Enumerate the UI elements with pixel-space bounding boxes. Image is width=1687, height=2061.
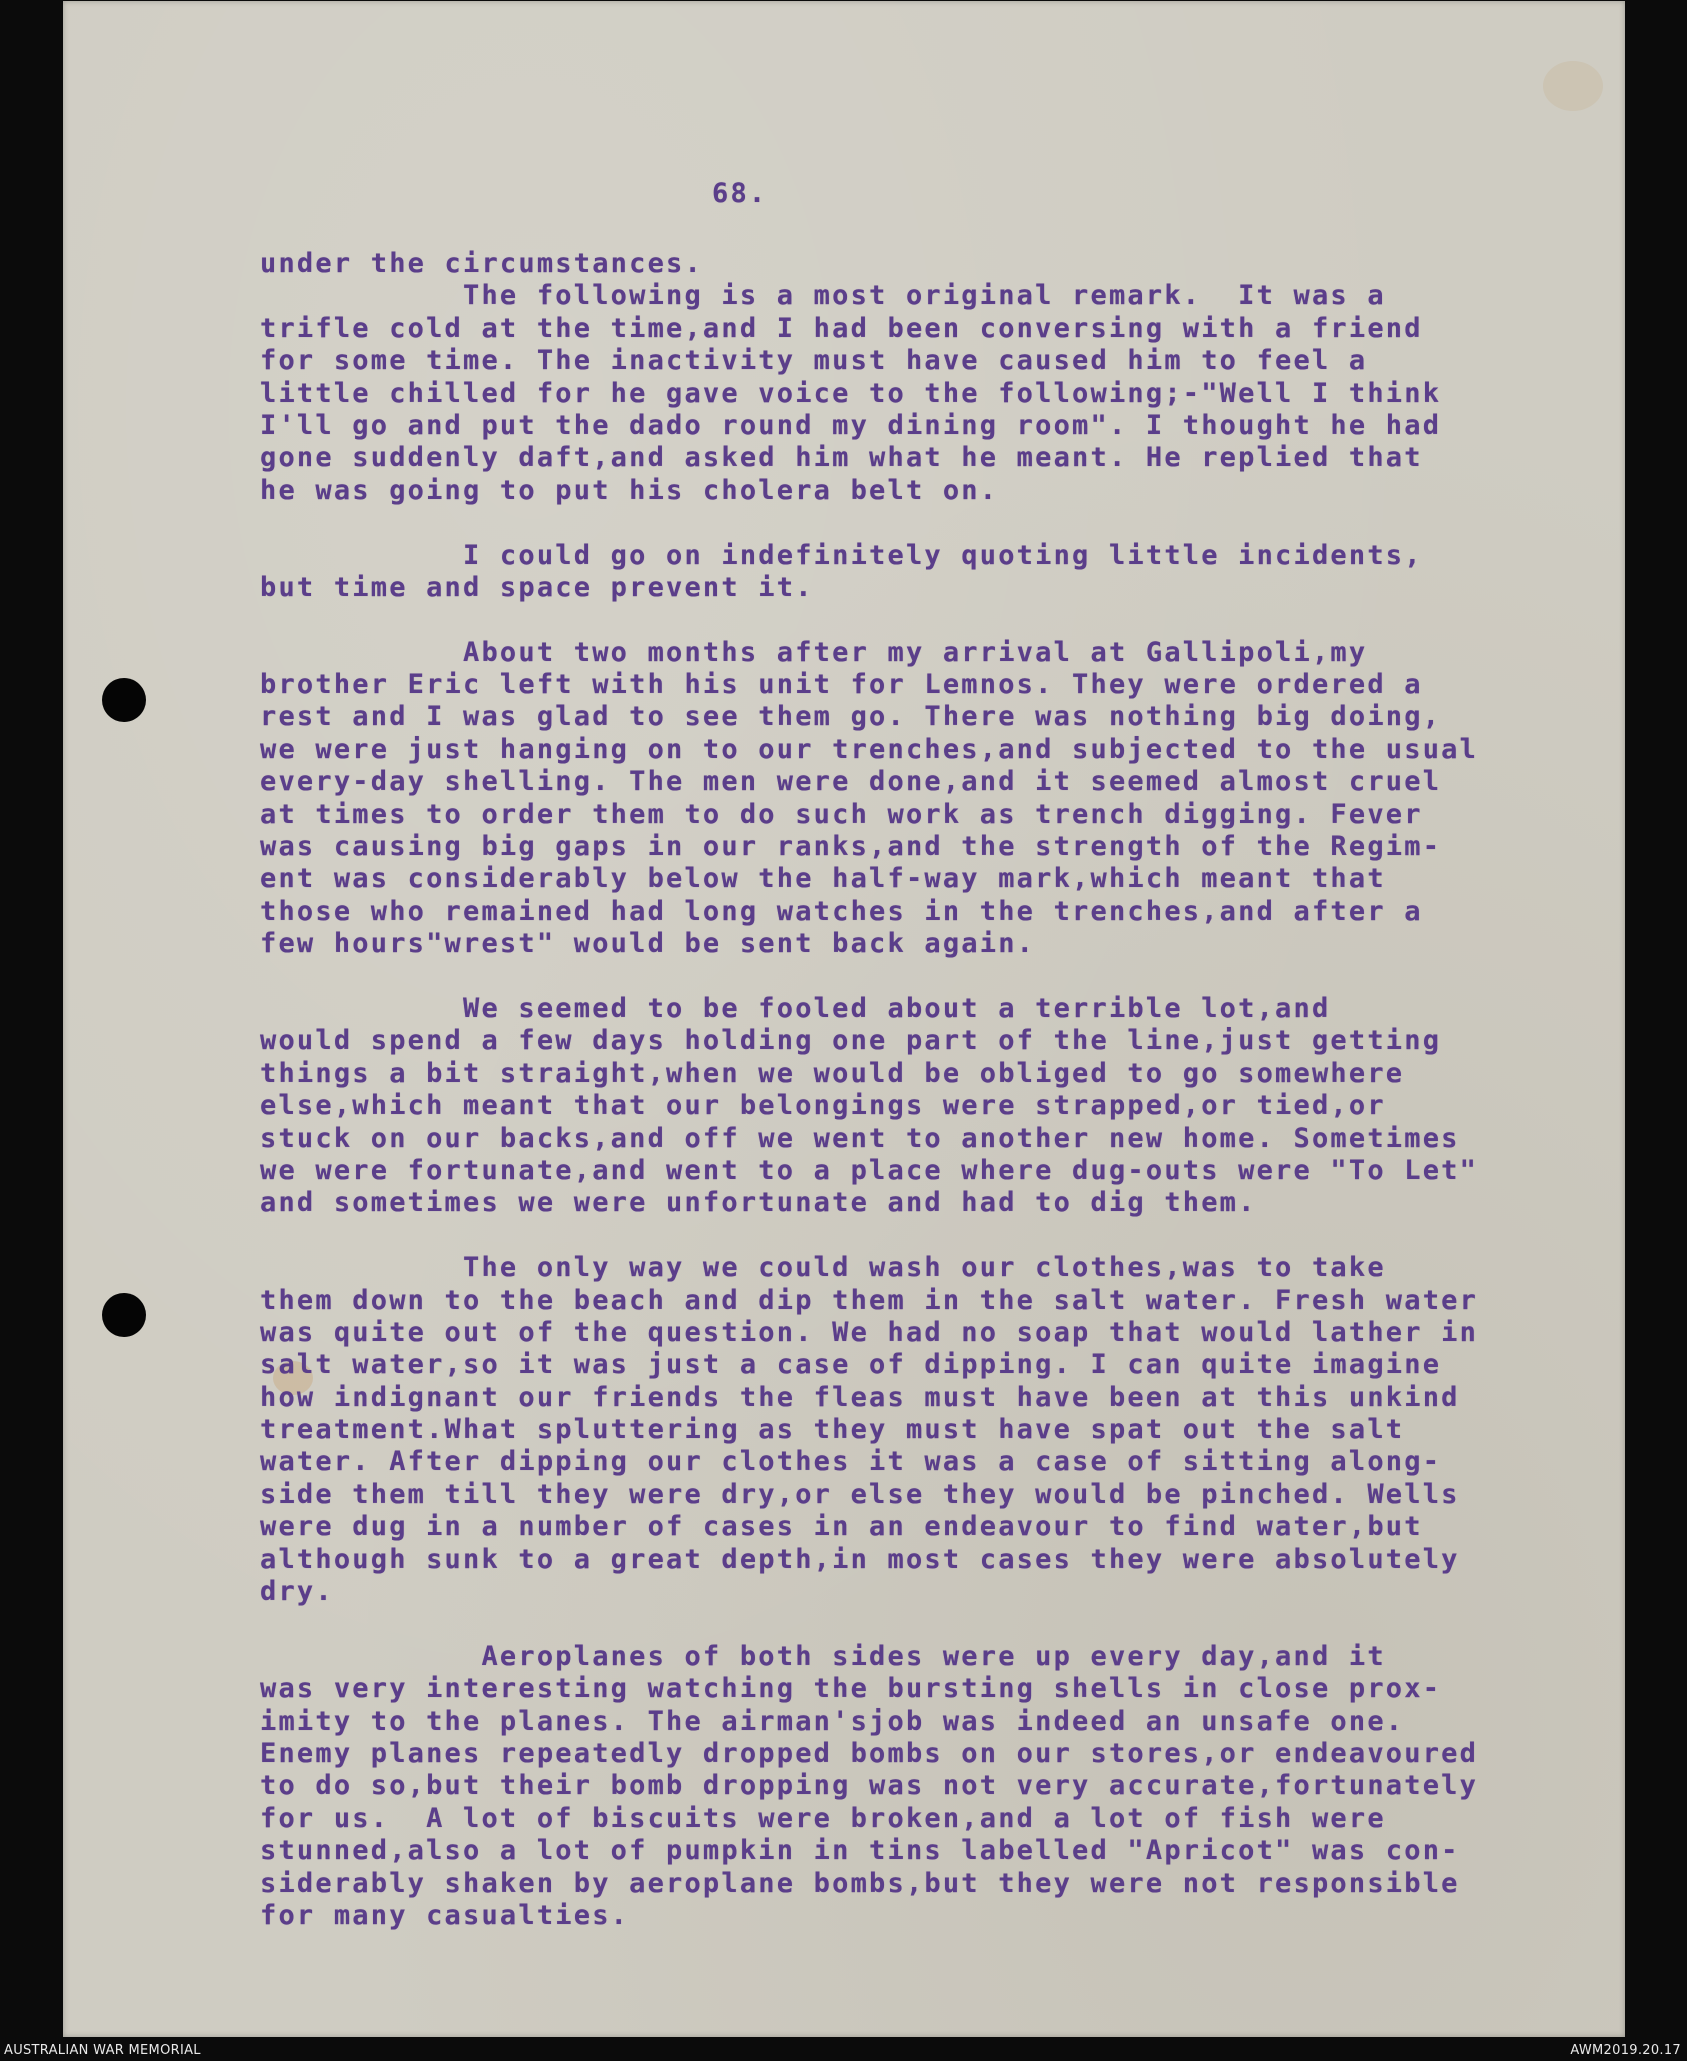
paragraph <box>260 637 1600 961</box>
text-line: salt water,so it was just a case of dipping. I can quite imagine <box>260 1349 1442 1381</box>
text-line: those who remained had long watches in the trenches,and after a <box>260 895 1423 927</box>
text-line: how indignant our friends the fleas must have been at this unkind <box>260 1381 1460 1413</box>
text-line: would spend a few days holding one part of the line,just getting <box>260 1025 1442 1057</box>
text-line: at times to order them to do such work as trench digging. Fever <box>260 798 1423 830</box>
text-line: siderably shaken by aeroplane bombs,but they were not responsible <box>260 1867 1460 1899</box>
text-line: was quite out of the question. We had no soap that would lather in <box>260 1316 1479 1348</box>
text-line: The following is a most original remark. It was a <box>260 280 1386 312</box>
text-line: little chilled for he gave voice to the following;-"Well I think <box>260 377 1442 409</box>
paragraph <box>260 1641 1600 1933</box>
text-line: although sunk to a great depth,in most cases they were absolutely <box>260 1543 1460 1575</box>
paragraph-gap <box>260 507 1600 539</box>
typed-text-body <box>260 248 1600 1932</box>
text-line: for us. A lot of biscuits were broken,and a lot of fish were <box>260 1802 1386 1834</box>
text-line: for many casualties. <box>260 1899 630 1931</box>
text-line: I could go on indefinitely quoting little incidents, <box>260 539 1423 571</box>
text-line: he was going to put his cholera belt on. <box>260 474 999 506</box>
text-line: to do so,but their bomb dropping was not very accurate,fortunately <box>260 1770 1479 1802</box>
paragraph-gap <box>260 604 1600 636</box>
text-line: imity to the planes. The airman'sjob was indeed an unsafe one. <box>260 1705 1405 1737</box>
paragraph <box>260 248 1600 280</box>
text-line: water. After dipping our clothes it was a case of sitting along- <box>260 1446 1442 1478</box>
text-line: and sometimes we were unfortunate and had to dig them. <box>260 1187 1257 1219</box>
text-line: stuck on our backs,and off we went to another new home. Sometimes <box>260 1122 1460 1154</box>
paper-stain <box>1543 61 1603 111</box>
text-line: About two months after my arrival at Gallipoli,my <box>260 636 1368 668</box>
text-line: treatment.What spluttering as they must have spat out the salt <box>260 1414 1405 1446</box>
text-line: for some time. The inactivity must have caused him to feel a <box>260 345 1368 377</box>
text-line: we were just hanging on to our trenches,and subjected to the usual <box>260 733 1479 765</box>
text-line: side them till they were dry,or else they would be pinched. Wells <box>260 1478 1460 1510</box>
page-number: 68. <box>712 178 768 209</box>
footer-bar <box>0 2037 1687 2061</box>
paragraph-gap <box>260 1220 1600 1252</box>
text-line: else,which meant that our belongings were strapped,or tied,or <box>260 1090 1386 1122</box>
paragraph-gap <box>260 1608 1600 1640</box>
accession-number: AWM2019.20.17 <box>1570 2043 1681 2058</box>
text-line: Aeroplanes of both sides were up every day,and it <box>260 1640 1386 1672</box>
text-line: gone suddenly daft,and asked him what he meant. He replied that <box>260 442 1423 474</box>
text-line: under the circumstances. <box>260 248 703 279</box>
punch-hole-lower <box>102 1293 146 1337</box>
text-line: Enemy planes repeatedly dropped bombs on our stores,or endeavoured <box>260 1737 1479 1769</box>
text-line: but time and space prevent it. <box>260 571 814 603</box>
text-line: few hours"wrest" would be sent back again. <box>260 928 1036 960</box>
archive-credit: AUSTRALIAN WAR MEMORIAL <box>4 2043 201 2058</box>
text-line: I'll go and put the dado round my dining room". I thought he had <box>260 409 1442 441</box>
text-line: things a bit straight,when we would be obliged to go somewhere <box>260 1057 1405 1089</box>
paragraph <box>260 540 1600 605</box>
text-line: We seemed to be fooled about a terrible lot,and <box>260 992 1331 1024</box>
text-line: ent was considerably below the half-way mark,which meant that <box>260 863 1386 895</box>
punch-hole-upper <box>102 678 146 722</box>
text-line: were dug in a number of cases in an endeavour to find water,but <box>260 1511 1423 1543</box>
text-line: stunned,also a lot of pumpkin in tins labelled "Apricot" was con- <box>260 1835 1460 1867</box>
paragraph <box>260 1252 1600 1608</box>
text-line: we were fortunate,and went to a place where dug-outs were "To Let" <box>260 1154 1479 1186</box>
paragraph <box>260 993 1600 1220</box>
text-line: The only way we could wash our clothes,was to take <box>260 1252 1386 1284</box>
paragraph-gap <box>260 961 1600 993</box>
text-line: them down to the beach and dip them in the salt water. Fresh water <box>260 1284 1479 1316</box>
text-line: every-day shelling. The men were done,and it seemed almost cruel <box>260 766 1442 798</box>
text-line: was very interesting watching the bursting shells in close prox- <box>260 1673 1442 1705</box>
text-line: dry. <box>260 1576 334 1608</box>
text-line: was causing big gaps in our ranks,and the strength of the Regim- <box>260 831 1442 863</box>
text-line: brother Eric left with his unit for Lemnos. They were ordered a <box>260 669 1423 701</box>
text-line: rest and I was glad to see them go. There was nothing big doing, <box>260 701 1442 733</box>
text-line: trifle cold at the time,and I had been conversing with a friend <box>260 312 1423 344</box>
paragraph <box>260 280 1600 507</box>
